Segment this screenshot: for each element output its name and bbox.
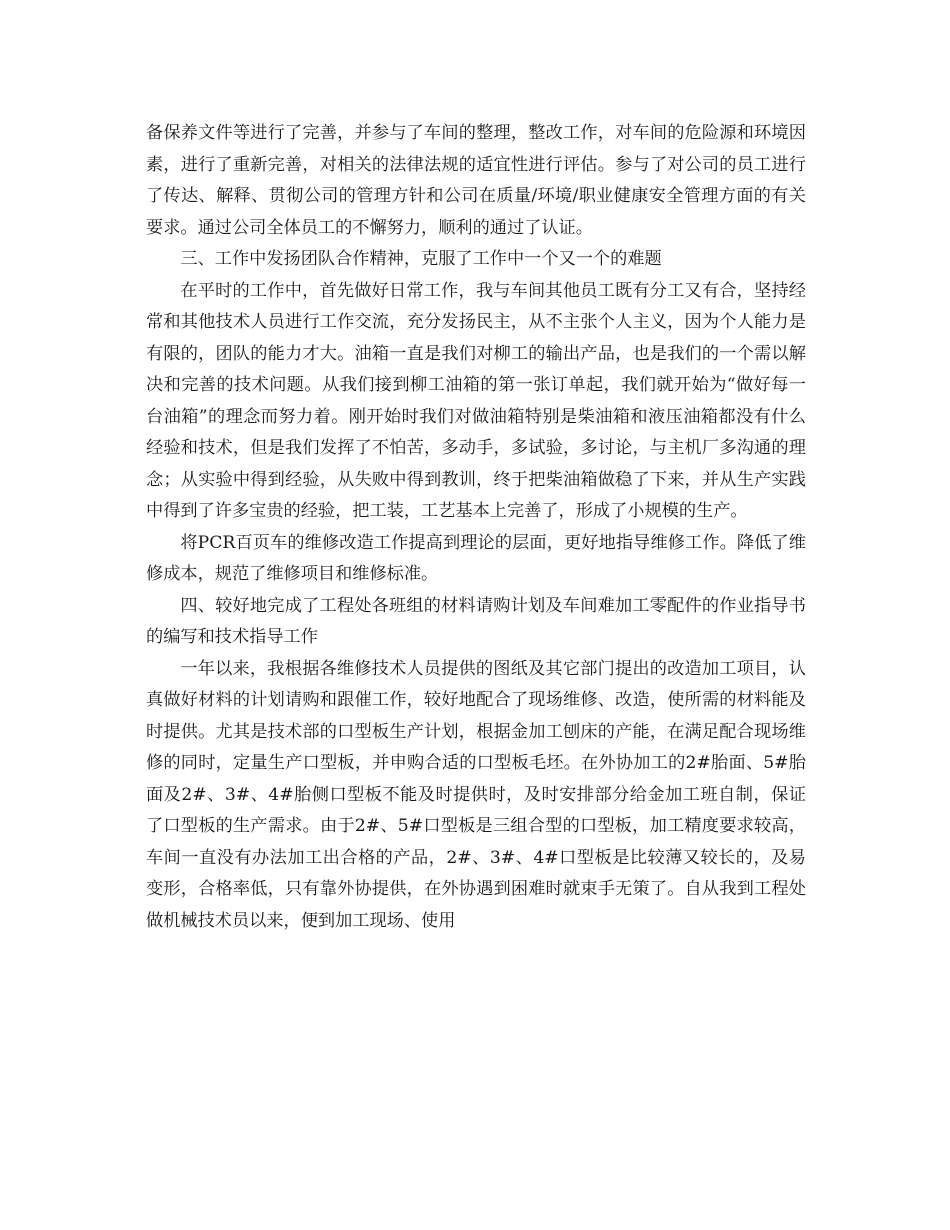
paragraph-materials-plan: 一年以来，我根据各维修技术人员提供的图纸及其它部门提出的改造加工项目，认真做好材料的计划请购和跟催工作，较好地配合了现场维修、改造，使所需的材料能及时提供。尤其是技术部的口型板生产计划，根据金加工刨床的产能，在满足配合现场维修的同时，定量生产口型板，并申购合适的口型板毛坯。在外协加工的2#胎面、5#胎面及2#、3#、4#胎侧口型板不能及时提供时，及时安排部分给金加工班自制，保证了口型板的生产需求。由于2#、5#口型板是三组合型的口型板，加工精度要求较高，车间一直没有办法加工出合格的产品，2#、3#、4#口型板是比较薄又较长的，及易变形，合格率低，只有靠外协提供，在外协遇到困难时就束手无策了。自从我到工程处做机械技术员以来，便到加工现场、使用 (146, 658, 806, 931)
paragraph-teamwork: 在平时的工作中，首先做好日常工作，我与车间其他员工既有分工又有合，坚持经常和其他技术人员进行工作交流，充分发扬民主，从不主张个人主义，因为个人能力是有限的，团队的能力才大。油箱一直是我们对柳工的输出产品，也是我们的一个需以解决和完善的技术问题。从我们接到柳工油箱的第一张订单起，我们就开始为“做好每一台油箱”的理念而努力着。刚开始时我们对做油箱特别是柴油箱和液压油箱都没有什么经验和技术，但是我们发挥了不怕苦，多动手，多试验，多讨论，与主机厂多沟通的理念；从实验中得到经验，从失败中得到教训，终于把柴油箱做稳了下来，并从生产实践中得到了许多宝贵的经验，把工装，工艺基本上完善了，形成了小规模的生产。 (146, 280, 806, 521)
section-heading-three: 三、工作中发扬团队合作精神，克服了工作中一个又一个的难题 (180, 249, 662, 269)
section-heading-four: 四、较好地完成了工程处各班组的材料请购计划及车间难加工零配件的作业指导书的编写和技术指导工作 (146, 595, 806, 647)
document-page (146, 118, 806, 937)
paragraph-continuation: 备保养文件等进行了完善，并参与了车间的整理，整改工作，对车间的危险源和环境因素，进行了重新完善，对相关的法律法规的适宜性进行评估。参与了对公司的员工进行了传达、解释、贯彻公司的管理方针和公司在质量/环境/职业健康安全管理方面的有关要求。通过公司全体员工的不懈努力，顺利的通过了认证。 (146, 123, 806, 238)
paragraph-pcr-maintenance: 将PCR百页车的维修改造工作提高到理论的层面，更好地指导维修工作。降低了维修成本，规范了维修项目和维修标准。 (146, 532, 806, 584)
